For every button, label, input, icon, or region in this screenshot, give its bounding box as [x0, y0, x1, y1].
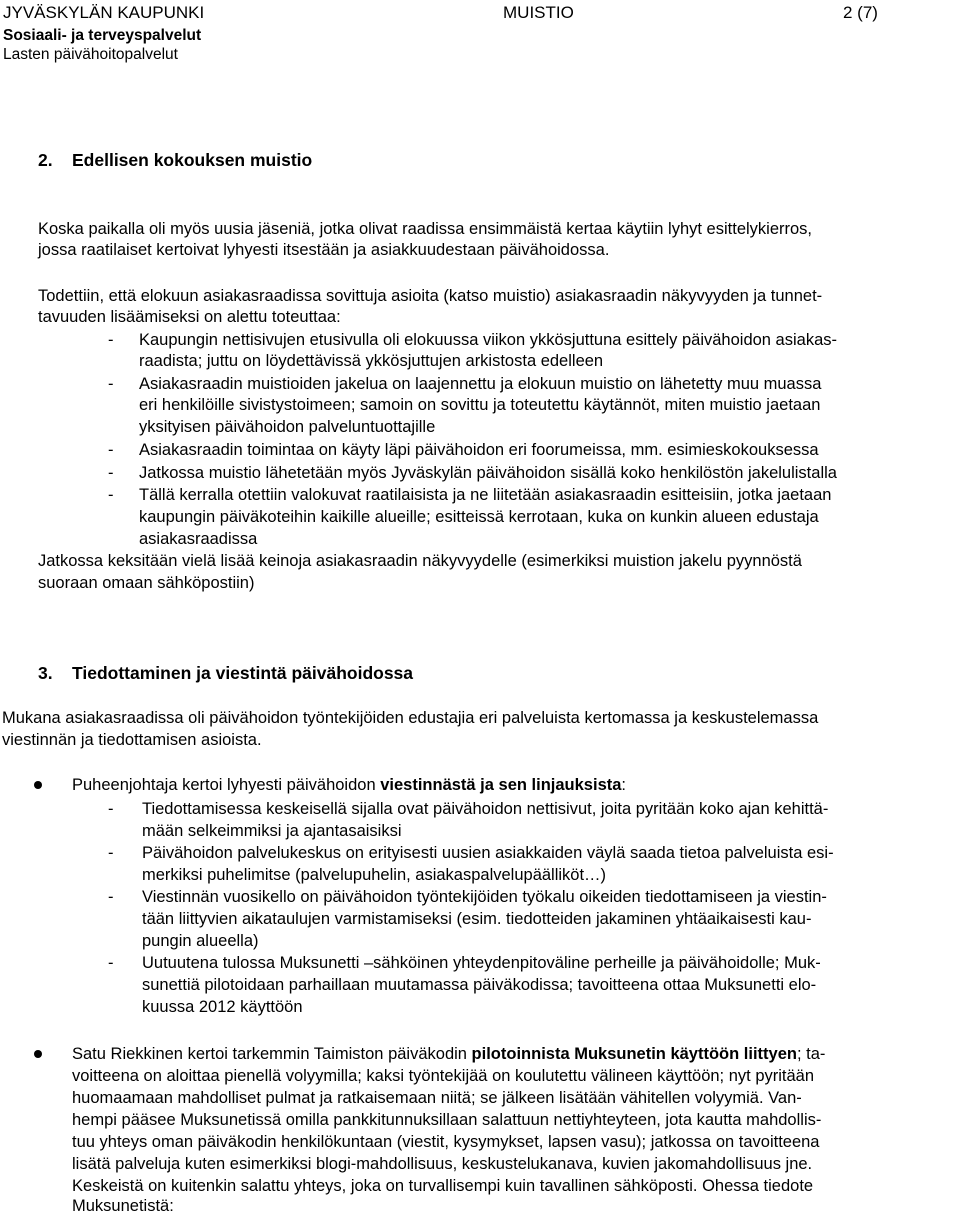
list-item-line: Viestinnän vuosikello on päivähoidon työntekijöiden työkalu oikeiden tiedottamiseen ja viestin-	[142, 888, 827, 906]
list-item-line: Asiakasraadin muistioiden jakelua on laajennettu ja elokuun muistio on lähetetty muu muassa	[139, 375, 822, 393]
bullet2-line: Keskeistä on kuitenkin salattu yhteys, joka on turvallisempi kuin tavallinen sähköposti. Ohessa tiedote	[72, 1177, 814, 1195]
section2-p2-line1: Todettiin, että elokuun asiakasraadissa sovittuja asioita (katso muistio) asiakasraadin näkyvyyden ja tunnet-	[38, 287, 823, 305]
list-dash: -	[108, 441, 114, 459]
section2-p1-line1: Koska paikalla oli myös uusia jäseniä, jotka olivat raadissa ensimmäistä kertaa käytiin lyhyt esittelykierros,	[38, 220, 813, 238]
list-dash: -	[108, 486, 114, 504]
bullet2-line: tuu yhteys oman päiväkodin henkilökuntaan (viestit, kysymykset, lapsen vasu); jatkossa on tavoitteena	[72, 1133, 820, 1151]
list-dash: -	[108, 888, 114, 906]
list-item-line: pungin alueella)	[142, 932, 259, 950]
list-item-line: Tiedottamisessa keskeisellä sijalla ovat päivähoidon nettisivut, joita pyritään koko ajan kehittä-	[142, 800, 829, 818]
list-item-line: Uutuutena tulossa Muksunetti –sähköinen yhteydenpitoväline perheille ja päivähoidolle; Muk-	[142, 954, 821, 972]
department-name: Sosiaali- ja terveyspalvelut	[3, 27, 202, 44]
list-item-line: eri henkilöille sivistystoimeen; samoin on sovittu ja toteutettu käytännöt, miten muistio jaetaan	[139, 396, 821, 414]
list-item-line: kaupungin päiväkoteihin kaikille alueille; esitteissä kerrotaan, kuka on kunkin alueen edustaja	[139, 508, 819, 526]
section2-p3-line2: suoraan omaan sähköpostiin)	[38, 574, 255, 592]
bullet-icon	[34, 781, 42, 789]
bullet2-line: Muksunetistä:	[72, 1197, 174, 1215]
bullet2-text: Satu Riekkinen kertoi tarkemmin Taimiston päiväkodin	[72, 1045, 472, 1063]
bullet2-line: hempi pääsee Muksunetissä omilla pankkitunnuksillaan salattuun nettiyhteyteen, jota kautta mahdollis-	[72, 1111, 822, 1129]
list-item-line: asiakasraadissa	[139, 530, 258, 548]
page-header	[3, 2, 943, 64]
list-item-line: kuussa 2012 käyttöön	[142, 998, 303, 1016]
bullet1-text-end: :	[621, 776, 627, 794]
bullet-icon	[34, 1050, 42, 1058]
document-type: MUISTIO	[503, 3, 574, 22]
section3-p1-line2: viestinnän ja tiedottamisen asioista.	[2, 731, 262, 749]
list-item-line: tään liittyvien aikataulujen varmistamiseksi (esim. tiedotteiden jakaminen yhtäaikaisesti kau-	[142, 910, 812, 928]
bullet2-intro	[72, 1044, 825, 1064]
page-number: 2 (7)	[843, 3, 878, 22]
bullet2-line: huomaamaan mahdolliset pulmat ja ratkaisemaan niitä; se jälkeen lisätään vähitellen volyymiä. Van-	[72, 1089, 802, 1107]
bullet2-line: voitteena on aloittaa pienellä volyymilla; kaksi työntekijää on koulutettu välineen käyttöön; nyt pyritään	[72, 1067, 815, 1085]
list-item-line: mään selkeimmiksi ja ajantasaisiksi	[142, 822, 402, 840]
list-dash: -	[108, 844, 114, 862]
bullet1-bold-text: viestinnästä ja sen linjauksista	[380, 776, 622, 794]
list-item-line: Päivähoidon palvelukeskus on erityisesti uusien asiakkaiden väylä saada tietoa palveluista esi-	[142, 844, 834, 862]
section2-p2-line2: tavuuden lisäämiseksi on alettu toteuttaa:	[38, 308, 341, 326]
organization-name: JYVÄSKYLÄN KAUPUNKI	[3, 3, 205, 22]
bullet1-text: Puheenjohtaja kertoi lyhyesti päivähoidon	[72, 776, 381, 794]
list-dash: -	[108, 331, 114, 349]
section2-title: Edellisen kokouksen muistio	[72, 150, 313, 170]
section3-p1-line1: Mukana asiakasraadissa oli päivähoidon työntekijöiden edustajia eri palveluista kertomassa ja keskustelemassa	[2, 709, 819, 727]
bullet2-bold-text: pilotoinnista Muksunetin käyttöön liittyen	[471, 1045, 797, 1063]
list-dash: -	[108, 800, 114, 818]
bullet2-line: lisätä palveluja kuten esimerkiksi blogi-mahdollisuus, keskustelukanava, kuvien jakomahdollisuus jne.	[72, 1155, 813, 1173]
section3-title: Tiedottaminen ja viestintä päivähoidossa	[72, 663, 414, 683]
list-item-line: Asiakasraadin toimintaa on käyty läpi päivähoidon eri foorumeissa, mm. esimieskokouksessa	[139, 441, 819, 459]
section2-number: 2.	[38, 150, 53, 170]
unit-name: Lasten päivähoitopalvelut	[3, 46, 178, 63]
section2-p1-line2: jossa raatilaiset kertoivat lyhyesti itsestään ja asiakkuudestaan päivähoidossa.	[38, 241, 610, 259]
list-item-line: Kaupungin nettisivujen etusivulla oli elokuussa viikon ykkösjuttuna esittely päivähoidon asiakas-	[139, 331, 837, 349]
bullet2-text-end: ; ta-	[796, 1045, 826, 1063]
bullet1-intro	[72, 775, 626, 795]
list-item-line: Jatkossa muistio lähetetään myös Jyväskylän päivähoidon sisällä koko henkilöstön jakelulistalla	[139, 464, 837, 482]
list-item-line: yksityisen päivähoidon palveluntuottajille	[139, 418, 436, 436]
list-item-line: Tällä kerralla otettiin valokuvat raatilaisista ja ne liitetään asiakasraadin esitteisiin, jotka jaetaan	[139, 486, 832, 504]
section2-p3-line1: Jatkossa keksitään vielä lisää keinoja asiakasraadin näkyvyydelle (esimerkiksi muistion jakelu pyynnöstä	[38, 552, 802, 570]
list-item-line: sunettiä pilotoidaan parhaillaan muutamassa päiväkodissa; tavoitteena ottaa Muksunetti elo-	[142, 976, 817, 994]
list-item-line: merkiksi puhelimitse (palvelupuhelin, asiakaspalvelupäälliköt…)	[142, 866, 607, 884]
list-item-line: raadista; juttu on löydettävissä ykkösjuttujen arkistosta edelleen	[139, 352, 604, 370]
list-dash: -	[108, 954, 114, 972]
list-dash: -	[108, 375, 114, 393]
list-dash: -	[108, 464, 114, 482]
section3-number: 3.	[38, 663, 53, 683]
